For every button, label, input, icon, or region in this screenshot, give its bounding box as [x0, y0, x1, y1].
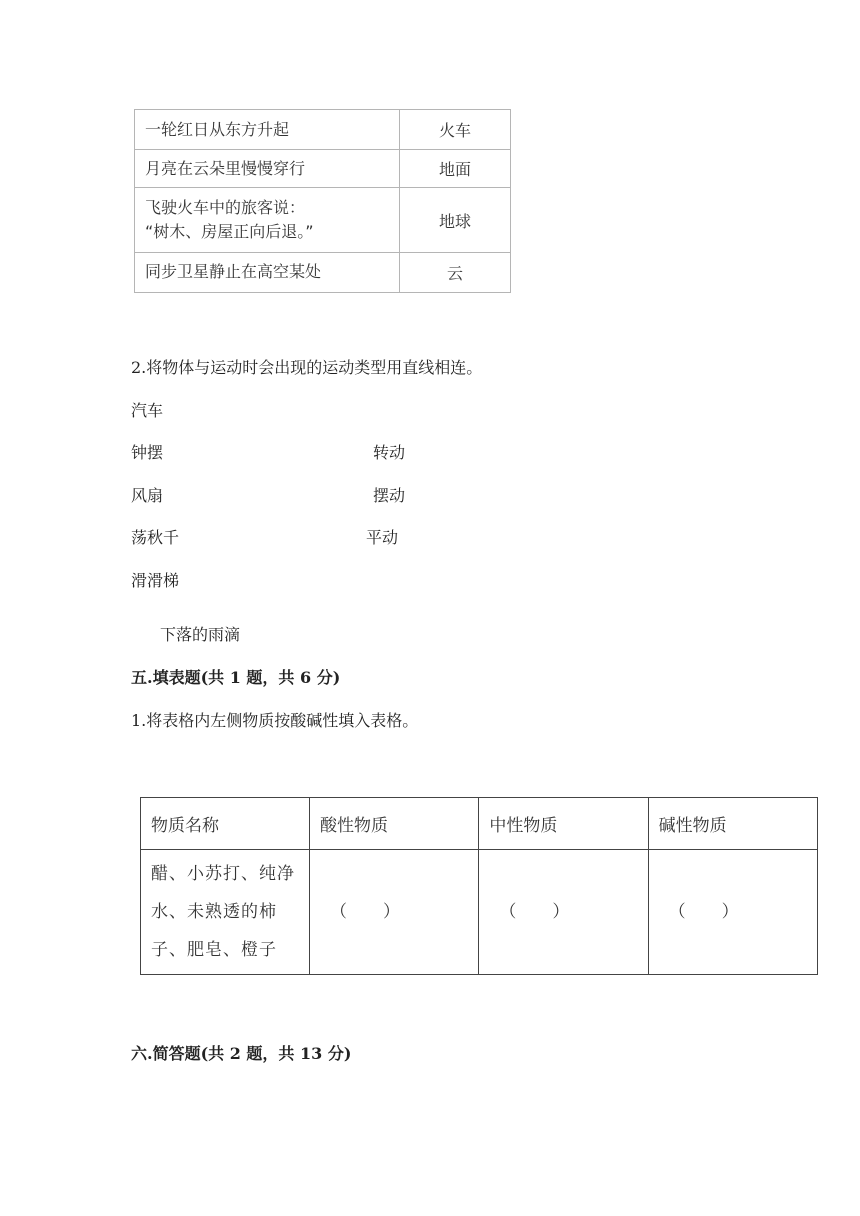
section-heading: 六.简答题(共 2 题，共 13 分) [131, 1044, 352, 1063]
section-heading: 五.填表题(共 1 题，共 6 分) [131, 668, 341, 687]
cell-line: 飞驶火车中的旅客说： [145, 198, 306, 218]
table-cell: 月亮在云朵里慢慢穿行 [135, 150, 400, 188]
table-header-cell: 中性物质 [479, 798, 648, 850]
object-label: 滑滑梯 [131, 571, 180, 590]
substances-cell [141, 850, 310, 975]
table-header-cell: 酸性物质 [310, 798, 479, 850]
table-row [135, 188, 511, 252]
table-row [135, 110, 511, 150]
object-label: 风扇 [131, 486, 164, 505]
object-label: 下落的雨滴 [160, 625, 241, 644]
table-cell: 云 [400, 252, 511, 292]
table-row [135, 252, 511, 292]
table-header-cell: 物质名称 [141, 798, 310, 850]
object-label: 钟摆 [131, 443, 164, 462]
table-cell: 地面 [400, 150, 511, 188]
object-label: 汽车 [131, 401, 164, 420]
table-header-cell: 碱性物质 [648, 798, 817, 850]
cell-line: 醋、小苏打、纯净 [151, 864, 295, 885]
table-cell: 地球 [400, 188, 511, 252]
acid-base-table [140, 797, 818, 975]
motion-type-label: 摆动 [373, 486, 406, 505]
object-label: 荡秋千 [131, 528, 180, 547]
motion-type-label: 转动 [373, 443, 406, 462]
cell-line: 子、肥皂、橙子 [151, 940, 277, 961]
table-row [135, 150, 511, 188]
cell-line: “树木、房屋正向后退。” [145, 222, 314, 242]
cell-line: 水、未熟透的柿 [151, 902, 277, 923]
matching-table-reference-frames [134, 109, 511, 293]
table-cell: 一轮红日从东方升起 [135, 110, 400, 150]
motion-type-label: 平动 [366, 528, 399, 547]
answer-blank-neutral[interactable]: （ ） [479, 850, 648, 975]
table-cell: 同步卫星静止在高空某处 [135, 252, 400, 292]
answer-blank-acidic[interactable]: （ ） [310, 850, 479, 975]
table-cell [135, 188, 400, 252]
table-row [141, 850, 818, 975]
question-prompt: 2.将物体与运动时会出现的运动类型用直线相连。 [131, 358, 483, 377]
question-prompt: 1.将表格内左侧物质按酸碱性填入表格。 [131, 711, 419, 730]
answer-blank-basic[interactable]: （ ） [648, 850, 817, 975]
table-cell: 火车 [400, 110, 511, 150]
table-header-row [141, 798, 818, 850]
